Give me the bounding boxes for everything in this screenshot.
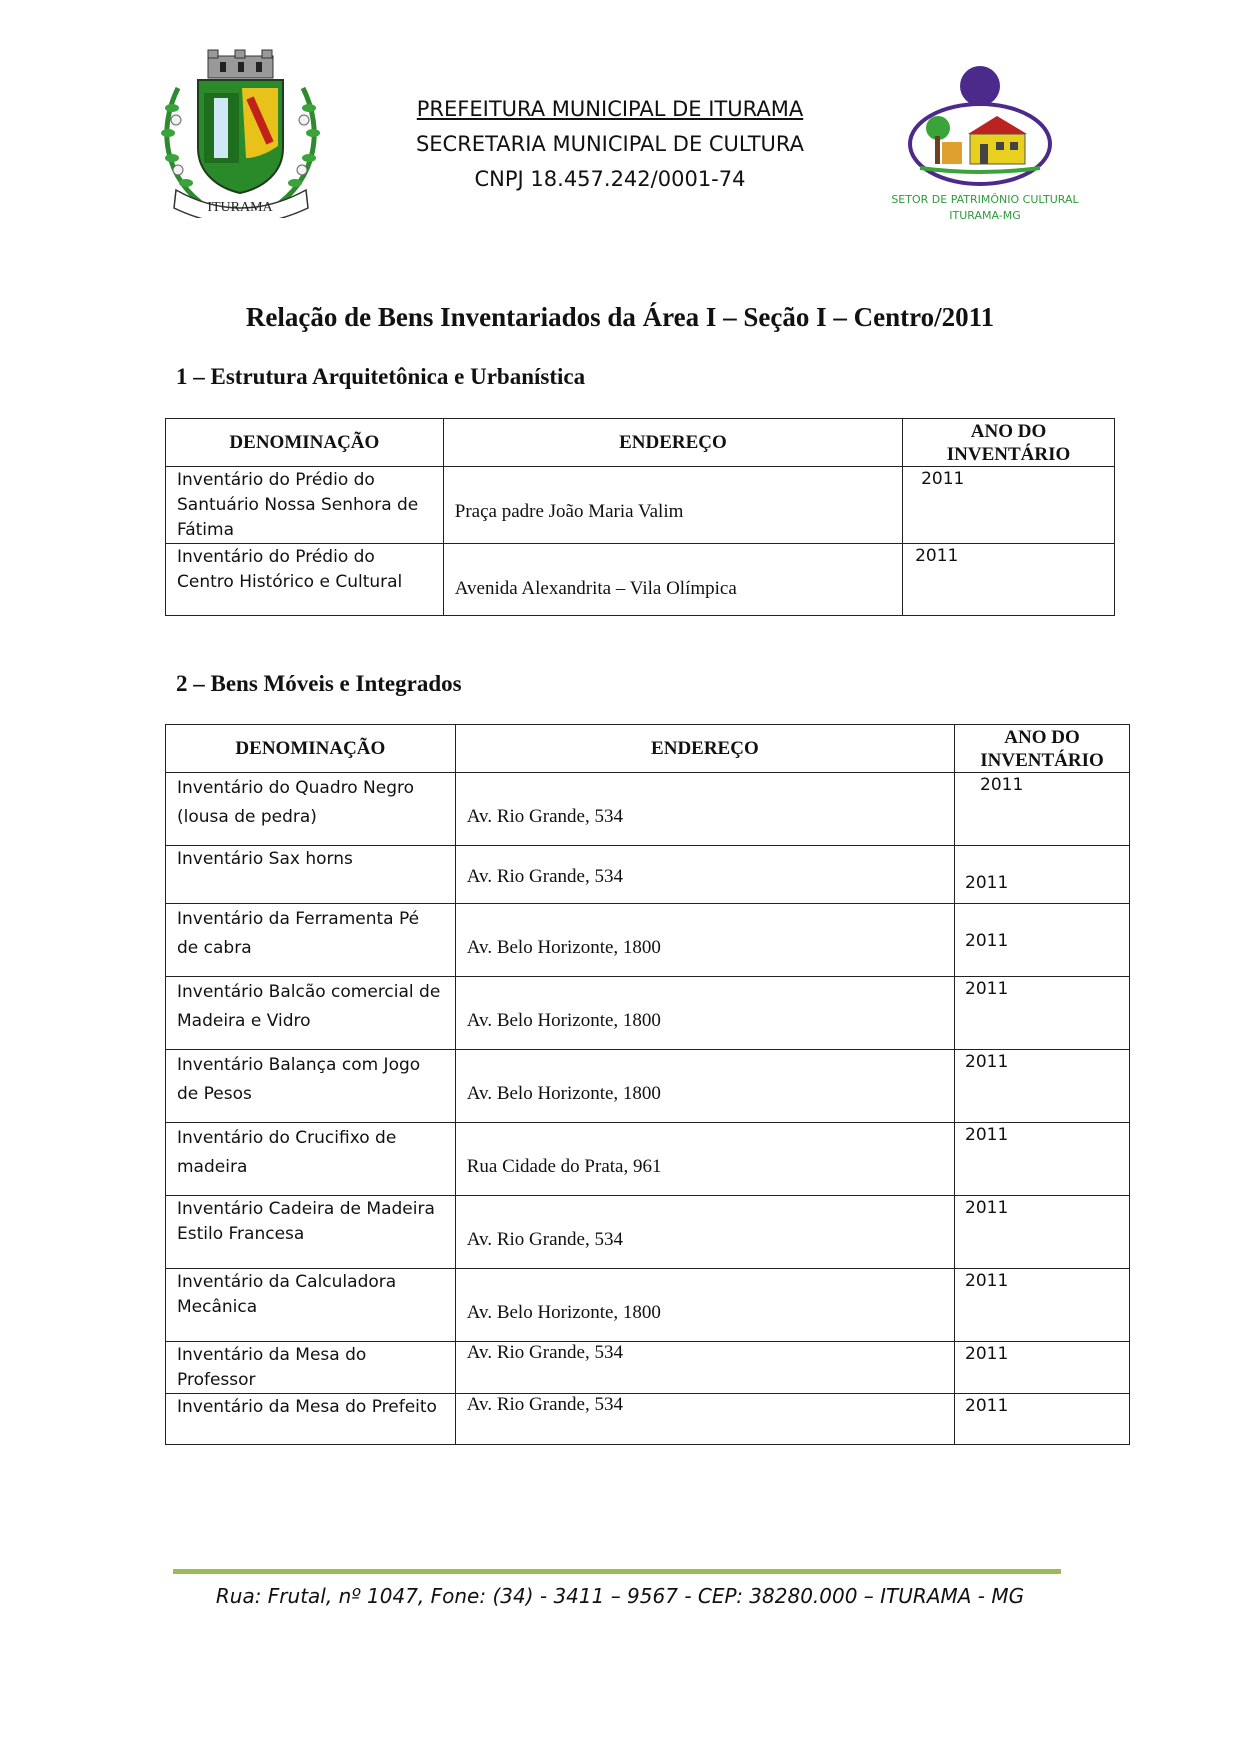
cell-endereco-text: Av. Belo Horizonte, 1800 xyxy=(466,1083,661,1104)
cell-denominacao: Inventário da Mesa do Prefeito xyxy=(166,1394,456,1445)
cell-ano xyxy=(955,904,1130,977)
section2-title: 2 – Bens Móveis e Integrados xyxy=(176,671,462,696)
table-header-row xyxy=(166,725,1130,773)
section1-table xyxy=(165,418,1115,616)
cell-denominacao-text: Inventário do Quadro Negro (lousa de pedra) xyxy=(177,778,415,827)
cell-denominacao xyxy=(166,773,456,846)
cell-denominacao: Inventário da Mesa do Professor xyxy=(166,1342,456,1394)
cell-ano-text: 2011 xyxy=(965,1198,1009,1218)
cell-endereco xyxy=(455,846,954,904)
cell-denominacao xyxy=(166,904,456,977)
cell-ano xyxy=(955,773,1130,846)
cell-denominacao-text: Inventário Balcão comercial de Madeira e Vidro xyxy=(177,982,441,1031)
logo-caption-line1: SETOR DE PATRIMÔNIO CULTURAL xyxy=(891,193,1079,206)
cell-endereco xyxy=(455,904,954,977)
cell-denominacao: Inventário Sax horns xyxy=(166,846,456,904)
cell-endereco: Av. Rio Grande, 534 xyxy=(455,1342,954,1394)
cell-ano-text: 2011 xyxy=(965,1396,1009,1416)
patrimonio-cultural-logo xyxy=(900,64,1060,204)
section1-title: 1 – Estrutura Arquitetônica e Urbanística xyxy=(176,364,586,389)
cell-endereco xyxy=(455,1196,954,1269)
table-row xyxy=(166,1196,1130,1269)
cell-ano xyxy=(955,1123,1130,1196)
document-title: Relação de Bens Inventariados da Área I – Seção I – Centro/2011 xyxy=(245,302,995,332)
cell-ano xyxy=(955,1196,1130,1269)
cell-denominacao: Inventário Cadeira de Madeira Estilo Francesa xyxy=(166,1196,456,1269)
table-row xyxy=(166,773,1130,846)
cell-ano-text: 2011 xyxy=(980,775,1024,795)
cell-endereco-text: Praça padre João Maria Valim xyxy=(454,501,684,522)
cell-ano-text: 2011 xyxy=(965,873,1009,893)
table-row xyxy=(166,544,1115,616)
cell-endereco-text: Av. Belo Horizonte, 1800 xyxy=(466,1010,661,1031)
cell-denominacao-text: Inventário Balança com Jogo de Pesos xyxy=(177,1055,421,1104)
cell-endereco-text: Av. Rio Grande, 534 xyxy=(466,1229,623,1250)
cell-denominacao-text: Inventário da Ferramenta Pé de cabra xyxy=(177,909,420,958)
cell-endereco xyxy=(443,467,902,544)
cell-endereco: Av. Rio Grande, 534 xyxy=(455,1394,954,1445)
table-row xyxy=(166,1050,1130,1123)
prefeitura-name: PREFEITURA MUNICIPAL DE ITURAMA xyxy=(416,97,804,121)
col-header-endereco: ENDEREÇO xyxy=(455,725,954,773)
table-row xyxy=(166,1342,1130,1394)
cell-ano-text: 2011 xyxy=(965,1271,1009,1291)
cell-ano-text: 2011 xyxy=(965,1052,1009,1072)
table-row xyxy=(166,467,1115,544)
col-header-denominacao: DENOMINAÇÃO xyxy=(166,725,456,773)
cell-endereco xyxy=(455,977,954,1050)
cell-ano-text: 2011 xyxy=(965,979,1009,999)
cell-ano xyxy=(903,544,1115,616)
cnpj: CNPJ 18.457.242/0001-74 xyxy=(474,167,746,191)
cell-ano xyxy=(955,1394,1130,1445)
col-header-ano: ANO DO INVENTÁRIO xyxy=(903,419,1115,467)
cell-denominacao xyxy=(166,977,456,1050)
table-row xyxy=(166,904,1130,977)
cell-ano-text: 2011 xyxy=(965,931,1009,951)
cell-ano xyxy=(955,977,1130,1050)
col-header-endereco: ENDEREÇO xyxy=(443,419,902,467)
cell-endereco xyxy=(455,1050,954,1123)
table-row xyxy=(166,1123,1130,1196)
cell-endereco-text: Rua Cidade do Prata, 961 xyxy=(466,1156,662,1177)
cell-ano xyxy=(903,467,1115,544)
cell-denominacao: Inventário do Prédio do Santuário Nossa Senhora de Fátima xyxy=(166,467,444,544)
cell-denominacao xyxy=(166,1123,456,1196)
cell-endereco xyxy=(455,1269,954,1342)
col-header-ano: ANO DO INVENTÁRIO xyxy=(955,725,1130,773)
table-row xyxy=(166,977,1130,1050)
cell-ano xyxy=(955,846,1130,904)
cell-ano xyxy=(955,1342,1130,1394)
cell-endereco-text: Av. Belo Horizonte, 1800 xyxy=(466,1302,661,1323)
section2-table xyxy=(165,724,1130,1445)
footer-address: Rua: Frutal, nº 1047, Fone: (34) - 3411 – 9567 - CEP: 38280.000 – ITURAMA - MG xyxy=(215,1584,1025,1608)
cell-ano-text: 2011 xyxy=(965,1125,1009,1145)
cell-ano xyxy=(955,1269,1130,1342)
cell-ano-text: 2011 xyxy=(921,469,965,489)
logo-caption xyxy=(880,192,1090,224)
coat-banner-text: ITURAMA xyxy=(207,200,273,215)
coat-of-arms-logo xyxy=(158,48,323,218)
cell-endereco-text: Avenida Alexandrita – Vila Olímpica xyxy=(454,578,737,599)
cell-endereco-text: Av. Belo Horizonte, 1800 xyxy=(466,937,661,958)
footer-divider xyxy=(173,1569,1061,1574)
table-row xyxy=(166,846,1130,904)
cell-ano-text: 2011 xyxy=(915,546,959,566)
cell-ano xyxy=(955,1050,1130,1123)
table-row xyxy=(166,1269,1130,1342)
cell-endereco-text: Av. Rio Grande, 534 xyxy=(466,806,623,827)
logo-caption-line2: ITURAMA-MG xyxy=(949,209,1021,222)
cell-endereco-text: Av. Rio Grande, 534 xyxy=(466,866,623,887)
cell-endereco xyxy=(455,773,954,846)
table-header-row xyxy=(166,419,1115,467)
cell-endereco xyxy=(443,544,902,616)
col-header-denominacao: DENOMINAÇÃO xyxy=(166,419,444,467)
letterhead xyxy=(360,92,860,197)
table-row xyxy=(166,1394,1130,1445)
secretaria-name: SECRETARIA MUNICIPAL DE CULTURA xyxy=(415,132,805,156)
cell-denominacao: Inventário do Prédio do Centro Histórico e Cultural xyxy=(166,544,444,616)
cell-denominacao: Inventário da Calculadora Mecânica xyxy=(166,1269,456,1342)
cell-ano-text: 2011 xyxy=(965,1344,1009,1364)
cell-denominacao xyxy=(166,1050,456,1123)
cell-denominacao-text: Inventário do Crucifixo de madeira xyxy=(177,1128,397,1177)
cell-endereco xyxy=(455,1123,954,1196)
